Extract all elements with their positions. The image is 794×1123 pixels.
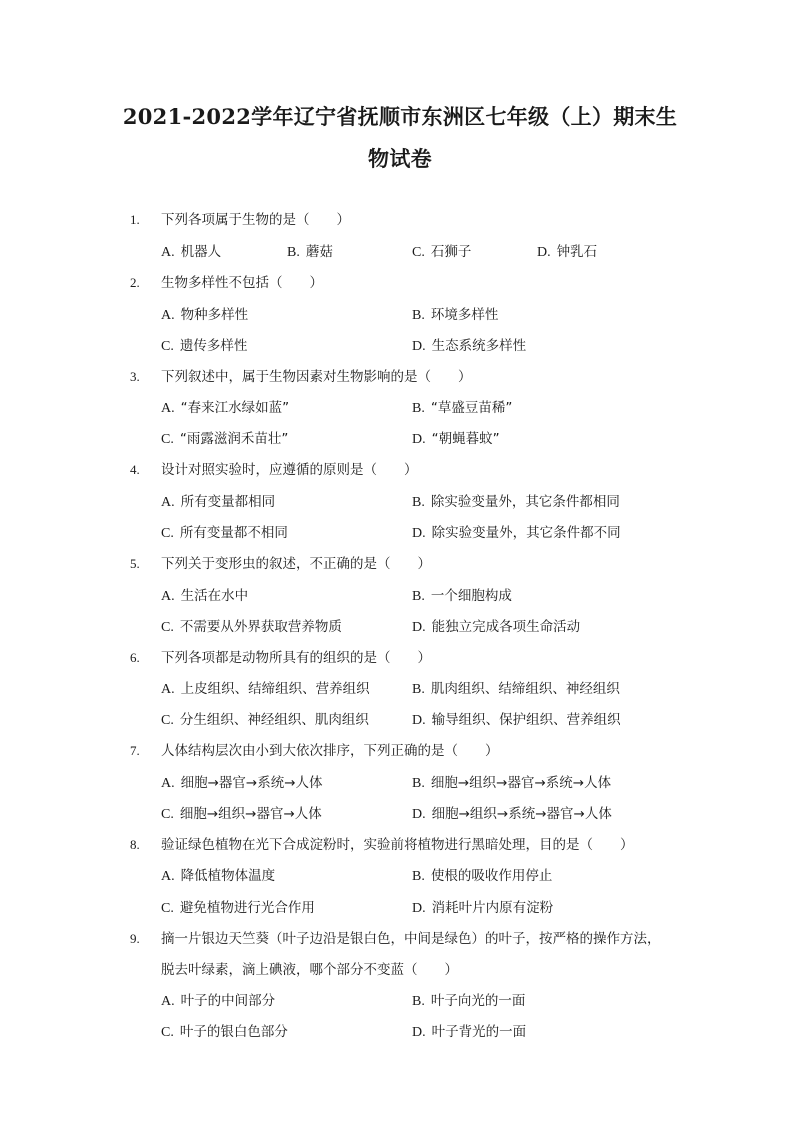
option-text: 肌肉组织、结缔组织、神经组织 [430, 681, 620, 697]
option-text: 生活在水中 [180, 588, 249, 604]
option-text: “草盛豆苗稀” [430, 400, 513, 416]
option-letter: C. [161, 339, 174, 354]
option-text: 降低植物体温度 [180, 868, 276, 884]
option-text: 叶子的银白色部分 [179, 1024, 288, 1040]
option-text: 遗传多样性 [179, 338, 248, 354]
option-letter: B. [412, 869, 425, 884]
question-number: 2. [130, 275, 140, 290]
option-text: 所有变量都不相同 [179, 525, 288, 541]
option-a[interactable] [161, 399, 289, 418]
question-text: 生物多样性不包括（ ） [161, 275, 323, 291]
option-letter: D. [412, 1025, 426, 1040]
option-d[interactable] [412, 805, 612, 824]
option-text: 细胞→组织→器官→人体 [179, 806, 322, 822]
option-letter: B. [412, 401, 425, 416]
option-a[interactable] [161, 587, 248, 606]
option-text: 机器人 [180, 244, 222, 260]
option-text: 不需要从外界获取营养物质 [179, 619, 342, 635]
option-letter: C. [412, 245, 425, 260]
option-letter: A. [161, 401, 175, 416]
option-d[interactable] [412, 618, 580, 637]
option-text: 细胞→器官→系统→人体 [180, 775, 323, 791]
question-text: 下列叙述中，属于生物因素对生物影响的是（ ） [161, 369, 472, 385]
option-letter: B. [412, 308, 425, 323]
page-title-line-1: 2021-2022学年辽宁省抚顺市东洲区七年级（上）期末生 [122, 104, 678, 129]
option-b[interactable] [412, 774, 611, 793]
option-text: 生态系统多样性 [431, 338, 527, 354]
option-letter: B. [412, 589, 425, 604]
option-text: 输导组织、保护组织、营养组织 [431, 712, 621, 728]
option-letter: D. [537, 245, 551, 260]
option-text: 分生组织、神经组织、肌肉组织 [179, 712, 369, 728]
option-d[interactable] [537, 243, 597, 262]
option-a[interactable] [161, 992, 275, 1011]
option-text: 一个细胞构成 [430, 588, 512, 604]
option-letter: D. [412, 620, 426, 635]
question-text: 下列各项属于生物的是（ ） [161, 212, 350, 228]
option-c[interactable] [412, 243, 471, 262]
option-text: 环境多样性 [430, 307, 499, 323]
option-c[interactable] [161, 805, 322, 824]
option-a[interactable] [161, 680, 370, 699]
option-d[interactable] [412, 1023, 526, 1042]
option-text: “朝蝇暮蚊” [431, 431, 500, 447]
option-letter: D. [412, 432, 426, 447]
question-number: 6. [130, 650, 140, 665]
question-text-continued: 脱去叶绿素，滴上碘液，哪个部分不变蓝（ ） [161, 962, 458, 978]
option-text: 消耗叶片内原有淀粉 [431, 900, 554, 916]
option-c[interactable] [161, 618, 342, 637]
option-letter: A. [161, 776, 175, 791]
option-c[interactable] [161, 337, 247, 356]
option-d[interactable] [412, 337, 526, 356]
question-text: 下列各项都是动物所具有的组织的是（ ） [161, 650, 431, 666]
question-text: 摘一片银边天竺葵（叶子边沿是银白色，中间是绿色）的叶子，按严格的操作方法， [161, 931, 661, 947]
option-text: “春来江水绿如蓝” [180, 400, 290, 416]
option-letter: A. [161, 589, 175, 604]
option-a[interactable] [161, 493, 275, 512]
option-letter: C. [161, 1025, 174, 1040]
option-letter: D. [412, 339, 426, 354]
option-letter: B. [412, 776, 425, 791]
option-letter: D. [412, 901, 426, 916]
option-letter: C. [161, 526, 174, 541]
option-text: 除实验变量外，其它条件都不同 [431, 525, 621, 541]
option-b[interactable] [287, 243, 333, 262]
option-b[interactable] [412, 992, 525, 1011]
option-text: 所有变量都相同 [180, 494, 276, 510]
option-letter: C. [161, 807, 174, 822]
option-b[interactable] [412, 680, 620, 699]
option-letter: A. [161, 869, 175, 884]
option-text: 叶子背光的一面 [431, 1024, 527, 1040]
question-number: 3. [130, 369, 140, 384]
option-a[interactable] [161, 306, 248, 325]
option-text: 物种多样性 [180, 307, 249, 323]
option-letter: A. [161, 245, 175, 260]
option-text: 除实验变量外，其它条件都相同 [430, 494, 620, 510]
option-letter: A. [161, 308, 175, 323]
option-letter: B. [412, 495, 425, 510]
question-number: 1. [130, 212, 140, 227]
option-letter: D. [412, 807, 426, 822]
question-number: 8. [130, 837, 140, 852]
option-b[interactable] [412, 399, 512, 418]
option-letter: B. [287, 245, 300, 260]
option-b[interactable] [412, 306, 498, 325]
option-a[interactable] [161, 867, 275, 886]
option-d[interactable] [412, 430, 500, 449]
option-d[interactable] [412, 524, 621, 543]
option-letter: B. [412, 994, 425, 1009]
option-c[interactable] [161, 1023, 288, 1042]
question-number: 9. [130, 931, 140, 946]
option-text: 细胞→组织→系统→器官→人体 [431, 806, 612, 822]
option-text: 使根的吸收作用停止 [430, 868, 553, 884]
option-text: 钟乳石 [556, 244, 598, 260]
option-letter: A. [161, 994, 175, 1009]
question-text: 设计对照实验时，应遵循的原则是（ ） [161, 462, 418, 478]
option-letter: D. [412, 526, 426, 541]
option-text: 细胞→组织→器官→系统→人体 [430, 775, 612, 791]
option-b[interactable] [412, 587, 512, 606]
option-text: 避免植物进行光合作用 [179, 900, 315, 916]
option-c[interactable] [161, 430, 288, 449]
option-c[interactable] [161, 524, 288, 543]
option-b[interactable] [412, 493, 620, 512]
option-a[interactable] [161, 774, 323, 793]
page-title-line-2: 物试卷 [368, 146, 432, 171]
question-text: 人体结构层次由小到大依次排序，下列正确的是（ ） [161, 743, 499, 759]
option-letter: C. [161, 713, 174, 728]
question-number: 5. [130, 556, 140, 571]
option-text: 石狮子 [430, 244, 472, 260]
option-d[interactable] [412, 899, 553, 918]
option-letter: B. [412, 682, 425, 697]
option-text: 蘑菇 [305, 244, 333, 260]
option-text: 上皮组织、结缔组织、营养组织 [180, 681, 370, 697]
question-number: 4. [130, 462, 140, 477]
option-text: 叶子的中间部分 [180, 993, 276, 1009]
option-d[interactable] [412, 711, 621, 730]
option-text: 叶子向光的一面 [430, 993, 526, 1009]
option-letter: A. [161, 682, 175, 697]
option-text: 能独立完成各项生命活动 [431, 619, 581, 635]
option-letter: C. [161, 620, 174, 635]
option-b[interactable] [412, 867, 552, 886]
question-text: 下列关于变形虫的叙述，不正确的是（ ） [161, 556, 431, 572]
option-text: “雨露滋润禾苗壮” [179, 431, 289, 447]
option-a[interactable] [161, 243, 221, 262]
option-letter: C. [161, 432, 174, 447]
option-letter: A. [161, 495, 175, 510]
question-number: 7. [130, 743, 140, 758]
question-text: 验证绿色植物在光下合成淀粉时，实验前将植物进行黑暗处理，目的是（ ） [161, 837, 634, 853]
option-letter: D. [412, 713, 426, 728]
option-c[interactable] [161, 711, 369, 730]
option-c[interactable] [161, 899, 315, 918]
option-letter: C. [161, 901, 174, 916]
